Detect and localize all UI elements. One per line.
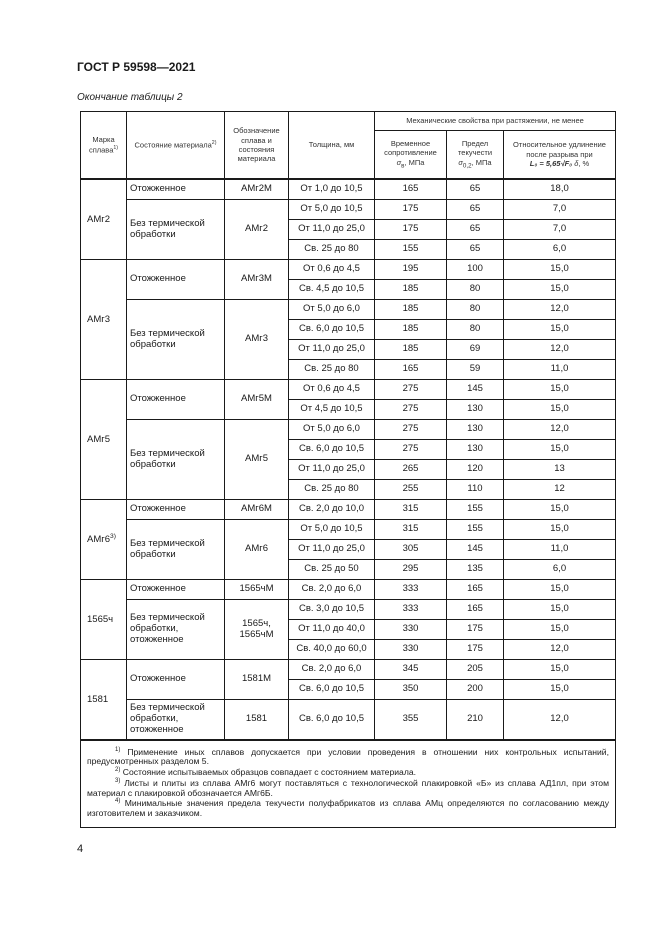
cell-yield: 175 bbox=[447, 620, 504, 640]
cell-designation: АМг3М bbox=[225, 260, 289, 300]
cell-tensile: 333 bbox=[375, 580, 447, 600]
cell-yield: 130 bbox=[447, 440, 504, 460]
cell-elongation: 15,0 bbox=[504, 660, 616, 680]
header-tensile-strength: Временное сопротивление $\sigma_в$, МПа bbox=[375, 131, 447, 180]
cell-thickness: От 11,0 до 25,0 bbox=[289, 540, 375, 560]
cell-elongation: 15,0 bbox=[504, 520, 616, 540]
cell-thickness: От 11,0 до 40,0 bbox=[289, 620, 375, 640]
header-thickness: Толщина, мм bbox=[289, 112, 375, 180]
cell-designation: АМг2М bbox=[225, 179, 289, 200]
cell-elongation: 12 bbox=[504, 480, 616, 500]
cell-yield: 65 bbox=[447, 220, 504, 240]
cell-yield: 155 bbox=[447, 520, 504, 540]
header-grade: Марка сплава$^{1)}$ bbox=[81, 112, 127, 180]
cell-thickness: Св. 25 до 80 bbox=[289, 240, 375, 260]
cell-thickness: От 5,0 до 6,0 bbox=[289, 300, 375, 320]
cell-tensile: 330 bbox=[375, 640, 447, 660]
cell-elongation: 12,0 bbox=[504, 640, 616, 660]
cell-yield: 175 bbox=[447, 640, 504, 660]
cell-elongation: 15,0 bbox=[504, 620, 616, 640]
cell-elongation: 15,0 bbox=[504, 280, 616, 300]
cell-thickness: Св. 25 до 80 bbox=[289, 480, 375, 500]
table-body bbox=[81, 179, 616, 740]
cell-elongation: 7,0 bbox=[504, 200, 616, 220]
page-number: 4 bbox=[77, 843, 84, 855]
cell-yield: 205 bbox=[447, 660, 504, 680]
cell-tensile: 305 bbox=[375, 540, 447, 560]
cell-tensile: 185 bbox=[375, 320, 447, 340]
cell-thickness: Св. 25 до 80 bbox=[289, 360, 375, 380]
cell-grade: АМг3 bbox=[81, 260, 127, 380]
header-designation: Обозначение сплава и состояния материала bbox=[225, 112, 289, 180]
cell-thickness: Св. 3,0 до 10,5 bbox=[289, 600, 375, 620]
cell-tensile: 185 bbox=[375, 340, 447, 360]
cell-yield: 65 bbox=[447, 179, 504, 200]
cell-elongation: 15,0 bbox=[504, 320, 616, 340]
cell-yield: 145 bbox=[447, 540, 504, 560]
cell-designation: 1581М bbox=[225, 660, 289, 700]
cell-thickness: Св. 4,5 до 10,5 bbox=[289, 280, 375, 300]
cell-designation: АМг3 bbox=[225, 300, 289, 380]
cell-elongation: 12,0 bbox=[504, 300, 616, 320]
cell-condition: Без термической обработки, отожженное bbox=[127, 700, 225, 740]
cell-grade: 1581 bbox=[81, 660, 127, 740]
cell-condition: Отожженное bbox=[127, 179, 225, 200]
cell-designation: 1565чМ bbox=[225, 580, 289, 600]
cell-thickness: От 0,6 до 4,5 bbox=[289, 380, 375, 400]
cell-elongation: 12,0 bbox=[504, 420, 616, 440]
cell-condition: Отожженное bbox=[127, 580, 225, 600]
cell-yield: 80 bbox=[447, 280, 504, 300]
header-mechanical-properties: Механические свойства при растяжении, не менее bbox=[375, 112, 616, 131]
cell-yield: 65 bbox=[447, 240, 504, 260]
cell-elongation: 13 bbox=[504, 460, 616, 480]
table-row bbox=[81, 580, 616, 600]
cell-tensile: 315 bbox=[375, 500, 447, 520]
cell-yield: 145 bbox=[447, 380, 504, 400]
cell-thickness: От 0,6 до 4,5 bbox=[289, 260, 375, 280]
cell-tensile: 155 bbox=[375, 240, 447, 260]
cell-yield: 59 bbox=[447, 360, 504, 380]
cell-yield: 80 bbox=[447, 300, 504, 320]
cell-thickness: От 5,0 до 10,5 bbox=[289, 200, 375, 220]
table-caption: Окончание таблицы 2 bbox=[77, 92, 183, 103]
cell-elongation: 12,0 bbox=[504, 340, 616, 360]
cell-tensile: 185 bbox=[375, 280, 447, 300]
cell-tensile: 275 bbox=[375, 440, 447, 460]
cell-tensile: 255 bbox=[375, 480, 447, 500]
cell-tensile: 275 bbox=[375, 380, 447, 400]
cell-thickness: Св. 2,0 до 6,0 bbox=[289, 660, 375, 680]
cell-condition: Без термической обработки bbox=[127, 420, 225, 500]
cell-condition: Без термической обработки bbox=[127, 520, 225, 580]
header-elongation: Относительное удлинение после разрыва при L₀ = 5,65√F₀ δ, % bbox=[504, 131, 616, 180]
cell-tensile: 315 bbox=[375, 520, 447, 540]
cell-tensile: 275 bbox=[375, 420, 447, 440]
cell-tensile: 355 bbox=[375, 700, 447, 740]
cell-tensile: 333 bbox=[375, 600, 447, 620]
cell-designation: АМг5М bbox=[225, 380, 289, 420]
cell-thickness: От 11,0 до 25,0 bbox=[289, 460, 375, 480]
cell-elongation: 7,0 bbox=[504, 220, 616, 240]
cell-grade: АМг2 bbox=[81, 179, 127, 260]
cell-designation: 1565ч, 1565чМ bbox=[225, 600, 289, 660]
document-title: ГОСТ Р 59598—2021 bbox=[77, 60, 196, 74]
cell-condition: Без термической обработки bbox=[127, 300, 225, 380]
cell-yield: 165 bbox=[447, 580, 504, 600]
cell-elongation: 6,0 bbox=[504, 560, 616, 580]
cell-thickness: От 4,5 до 10,5 bbox=[289, 400, 375, 420]
cell-thickness: Св. 6,0 до 10,5 bbox=[289, 320, 375, 340]
cell-elongation: 15,0 bbox=[504, 260, 616, 280]
cell-elongation: 6,0 bbox=[504, 240, 616, 260]
cell-grade: АМг6$^{3)}$ bbox=[81, 500, 127, 580]
cell-yield: 135 bbox=[447, 560, 504, 580]
cell-tensile: 165 bbox=[375, 179, 447, 200]
footnote: $^{1)}$ Применение иных сплавов допускается при условии проведения в отношении них контрольных испытаний, предусмотренных разделом 5. bbox=[87, 746, 609, 767]
table-row bbox=[81, 380, 616, 400]
cell-thickness: От 11,0 до 25,0 bbox=[289, 340, 375, 360]
cell-tensile: 330 bbox=[375, 620, 447, 640]
cell-thickness: Св. 6,0 до 10,5 bbox=[289, 680, 375, 700]
cell-yield: 130 bbox=[447, 400, 504, 420]
cell-designation: АМг5 bbox=[225, 420, 289, 500]
cell-tensile: 195 bbox=[375, 260, 447, 280]
cell-condition: Отожженное bbox=[127, 380, 225, 420]
cell-designation: 1581 bbox=[225, 700, 289, 740]
cell-yield: 69 bbox=[447, 340, 504, 360]
cell-tensile: 265 bbox=[375, 460, 447, 480]
cell-elongation: 15,0 bbox=[504, 580, 616, 600]
cell-yield: 165 bbox=[447, 600, 504, 620]
cell-tensile: 295 bbox=[375, 560, 447, 580]
cell-grade: 1565ч bbox=[81, 580, 127, 660]
cell-condition: Отожженное bbox=[127, 500, 225, 520]
cell-tensile: 175 bbox=[375, 220, 447, 240]
cell-elongation: 15,0 bbox=[504, 500, 616, 520]
table-row bbox=[81, 520, 616, 540]
cell-thickness: Св. 40,0 до 60,0 bbox=[289, 640, 375, 660]
cell-yield: 155 bbox=[447, 500, 504, 520]
cell-elongation: 11,0 bbox=[504, 540, 616, 560]
cell-elongation: 15,0 bbox=[504, 380, 616, 400]
footnotes-row bbox=[81, 740, 616, 828]
table-row bbox=[81, 500, 616, 520]
mechanical-properties-table bbox=[80, 111, 616, 828]
cell-yield: 100 bbox=[447, 260, 504, 280]
table-row bbox=[81, 700, 616, 740]
cell-yield: 210 bbox=[447, 700, 504, 740]
cell-elongation: 18,0 bbox=[504, 179, 616, 200]
header-condition: Состояние материала$^{2)}$ bbox=[127, 112, 225, 180]
table-row bbox=[81, 260, 616, 280]
header-yield-strength: Предел текучести $\sigma_{0,2}$, МПа bbox=[447, 131, 504, 180]
cell-yield: 110 bbox=[447, 480, 504, 500]
footnotes bbox=[81, 740, 616, 828]
cell-elongation: 15,0 bbox=[504, 440, 616, 460]
cell-tensile: 185 bbox=[375, 300, 447, 320]
cell-elongation: 15,0 bbox=[504, 600, 616, 620]
cell-yield: 130 bbox=[447, 420, 504, 440]
cell-tensile: 175 bbox=[375, 200, 447, 220]
cell-elongation: 11,0 bbox=[504, 360, 616, 380]
footnote: $^{3)}$ Листы и плиты из сплава АМг6 могут поставляться с технологической плакировкой «Б» из сплава АД1пл, при этом материал с плакировкой обозначается АМг6Б. bbox=[87, 777, 609, 798]
cell-elongation: 15,0 bbox=[504, 680, 616, 700]
cell-thickness: От 5,0 до 10,5 bbox=[289, 520, 375, 540]
cell-thickness: Св. 6,0 до 10,5 bbox=[289, 700, 375, 740]
cell-elongation: 12,0 bbox=[504, 700, 616, 740]
cell-condition: Без термической обработки, отожженное bbox=[127, 600, 225, 660]
cell-condition: Отожженное bbox=[127, 660, 225, 700]
cell-tensile: 350 bbox=[375, 680, 447, 700]
cell-designation: АМг6М bbox=[225, 500, 289, 520]
table-row bbox=[81, 660, 616, 680]
cell-designation: АМг6 bbox=[225, 520, 289, 580]
table-row bbox=[81, 200, 616, 220]
cell-condition: Без термической обработки bbox=[127, 200, 225, 260]
cell-thickness: Св. 2,0 до 10,0 bbox=[289, 500, 375, 520]
cell-thickness: Св. 6,0 до 10,5 bbox=[289, 440, 375, 460]
cell-tensile: 275 bbox=[375, 400, 447, 420]
cell-thickness: От 5,0 до 6,0 bbox=[289, 420, 375, 440]
cell-grade: АМг5 bbox=[81, 380, 127, 500]
cell-yield: 80 bbox=[447, 320, 504, 340]
table-row bbox=[81, 420, 616, 440]
cell-yield: 65 bbox=[447, 200, 504, 220]
table-row bbox=[81, 179, 616, 200]
cell-designation: АМг2 bbox=[225, 200, 289, 260]
footnote: $^{4)}$ Минимальные значения предела текучести полуфабрикатов из сплава АМц определяются по согласованию между изготовителем и заказчиком. bbox=[87, 798, 609, 819]
cell-thickness: От 1,0 до 10,5 bbox=[289, 179, 375, 200]
cell-thickness: От 11,0 до 25,0 bbox=[289, 220, 375, 240]
cell-thickness: Св. 25 до 50 bbox=[289, 560, 375, 580]
cell-condition: Отожженное bbox=[127, 260, 225, 300]
cell-tensile: 165 bbox=[375, 360, 447, 380]
cell-elongation: 15,0 bbox=[504, 400, 616, 420]
cell-yield: 120 bbox=[447, 460, 504, 480]
cell-tensile: 345 bbox=[375, 660, 447, 680]
table-row bbox=[81, 600, 616, 620]
footnote: $^{2)}$ Состояние испытываемых образцов совпадает с состоянием материала. bbox=[115, 766, 417, 777]
table-row bbox=[81, 300, 616, 320]
cell-yield: 200 bbox=[447, 680, 504, 700]
cell-thickness: Св. 2,0 до 6,0 bbox=[289, 580, 375, 600]
